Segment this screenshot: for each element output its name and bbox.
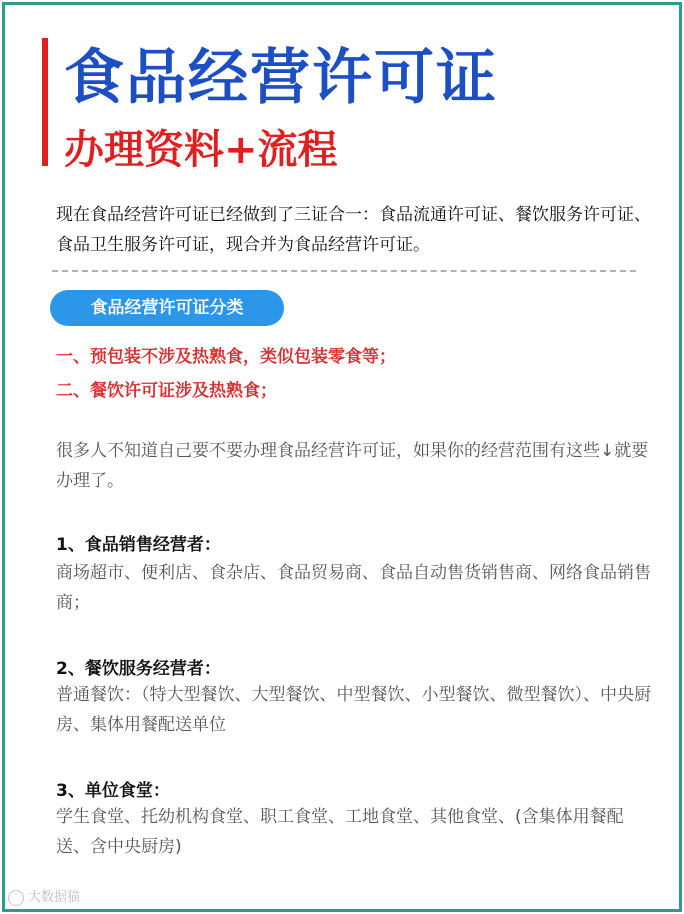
- intro-paragraph: 现在食品经营许可证已经做到了三证合一：食品流通许可证、餐饮服务许可证、食品卫生服务许可证，现合并为食品经营许可证。: [56, 205, 651, 255]
- page-subtitle: 办理资料+流程: [64, 127, 338, 173]
- section-body-2: 普通餐饮：（特大型餐饮、大型餐饮、中型餐饮、小型餐饮、微型餐饮）、中央厨房、集体用餐配送单位: [56, 685, 651, 735]
- section-heading-3: 3、单位食堂：: [56, 781, 170, 801]
- category-pill: 食品经营许可证分类: [50, 290, 284, 326]
- section-body-3: 学生食堂、托幼机构食堂、职工食堂、工地食堂、其他食堂、(含集体用餐配送、含中央厨房): [56, 807, 624, 857]
- dashed-divider: [52, 270, 636, 272]
- category-item-2: 二、餐饮许可证涉及热熟食；: [56, 381, 277, 401]
- category-item-1: 一、预包装不涉及热熟食，类似包装零食等；: [56, 347, 396, 367]
- title-accent-bar: [42, 38, 48, 166]
- watermark-logo-icon: [8, 890, 24, 906]
- section-body-1: 商场超市、便利店、食杂店、食品贸易商、食品自动售货销售商、网络食品销售商；: [56, 563, 651, 613]
- section-heading-1: 1、食品销售经营者：: [56, 535, 221, 555]
- section-heading-2: 2、餐饮服务经营者：: [56, 659, 221, 679]
- watermark-text: 大数据猫: [28, 890, 81, 905]
- watermark: [8, 886, 80, 906]
- note-paragraph: 很多人不知道自己要不要办理食品经营许可证，如果你的经营范围有这些↓就要办理了。: [56, 441, 649, 491]
- page-title: 食品经营许可证: [64, 43, 498, 113]
